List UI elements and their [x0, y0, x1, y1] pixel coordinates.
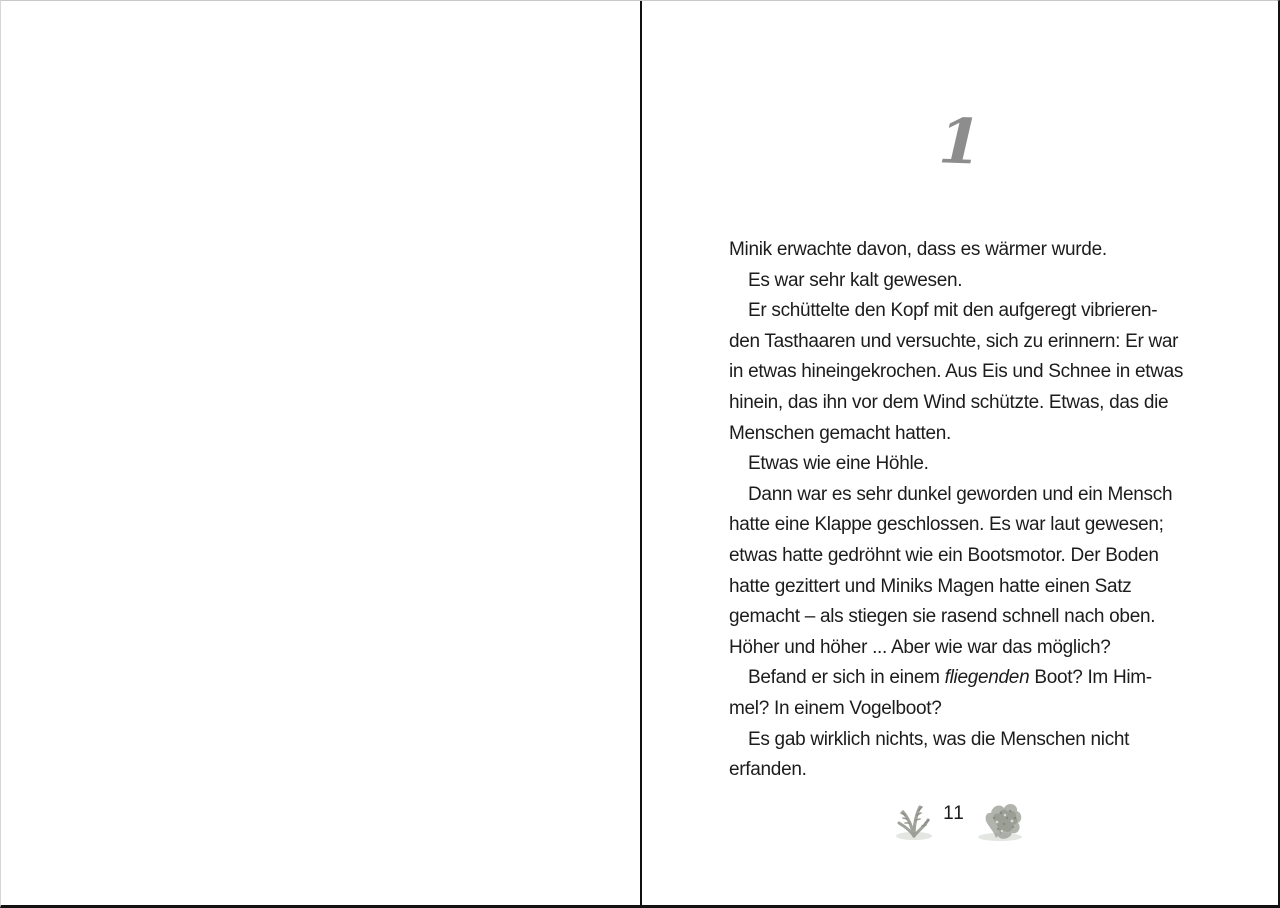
text-line: [729, 327, 1209, 358]
text-line: [729, 633, 1209, 664]
text-segment-italic: fliegenden: [944, 667, 1030, 689]
text-segment: Es war sehr kalt gewesen.: [748, 269, 963, 291]
text-line: [729, 725, 1209, 756]
text-segment: hatte gezittert und Miniks Magen hatte einen Satz: [729, 575, 1132, 597]
text-segment: Höher und höher ... Aber wie war das möglich?: [729, 636, 1111, 658]
text-line: [729, 419, 1209, 450]
seaweed-decoration-icon: [894, 795, 934, 841]
text-line: [729, 663, 1209, 694]
text-line: [729, 296, 1209, 327]
text-segment: mel? In einem Vogelboot?: [729, 697, 942, 719]
text-segment: etwas hatte gedröhnt wie ein Bootsmotor. Der Boden: [729, 544, 1159, 566]
text-block: [729, 235, 1209, 786]
text-line: [729, 266, 1209, 297]
chapter-number: 1: [937, 104, 983, 179]
text-segment: in etwas hineingekrochen. Aus Eis und Schnee in etwas: [729, 361, 1184, 383]
page-number: 11: [943, 803, 965, 824]
text-segment: Minik erwachte davon, dass es wärmer wurde.: [729, 239, 1107, 260]
text-segment: hatte eine Klappe geschlossen. Es war laut gewesen;: [729, 514, 1164, 536]
text-line: [729, 755, 1209, 786]
text-line: [729, 602, 1209, 633]
left-page-blank: [1, 1, 640, 905]
right-page: [642, 1, 1278, 905]
text-segment: Er schüttelte den Kopf mit den aufgeregt vibrieren-: [748, 300, 1158, 322]
text-segment: Boot? Im Him-: [1029, 667, 1152, 689]
text-segment: Etwas wie eine Höhle.: [748, 453, 929, 475]
text-segment: Befand er sich in einem: [748, 667, 945, 689]
text-segment: den Tasthaaren und versuchte, sich zu erinnern: Er war: [729, 330, 1179, 352]
text-line: [729, 388, 1209, 419]
text-segment: erfanden.: [729, 759, 807, 781]
text-line: [729, 694, 1209, 725]
coral-decoration-icon: [974, 794, 1026, 842]
text-segment: Dann war es sehr dunkel geworden und ein Mensch: [748, 483, 1173, 505]
text-line: [729, 235, 1209, 266]
text-segment: Es gab wirklich nichts, was die Menschen nicht: [748, 728, 1130, 750]
text-segment: Menschen gemacht hatten.: [729, 422, 951, 444]
page-footer: [642, 789, 1278, 847]
text-segment: hinein, das ihn vor dem Wind schützte. Etwas, das die: [729, 391, 1169, 413]
text-line: [729, 449, 1209, 480]
text-line: [729, 572, 1209, 603]
text-line: [729, 480, 1209, 511]
text-line: [729, 357, 1209, 388]
text-line: [729, 510, 1209, 541]
text-segment: gemacht – als stiegen sie rasend schnell nach oben.: [729, 606, 1156, 628]
text-line: [729, 541, 1209, 572]
